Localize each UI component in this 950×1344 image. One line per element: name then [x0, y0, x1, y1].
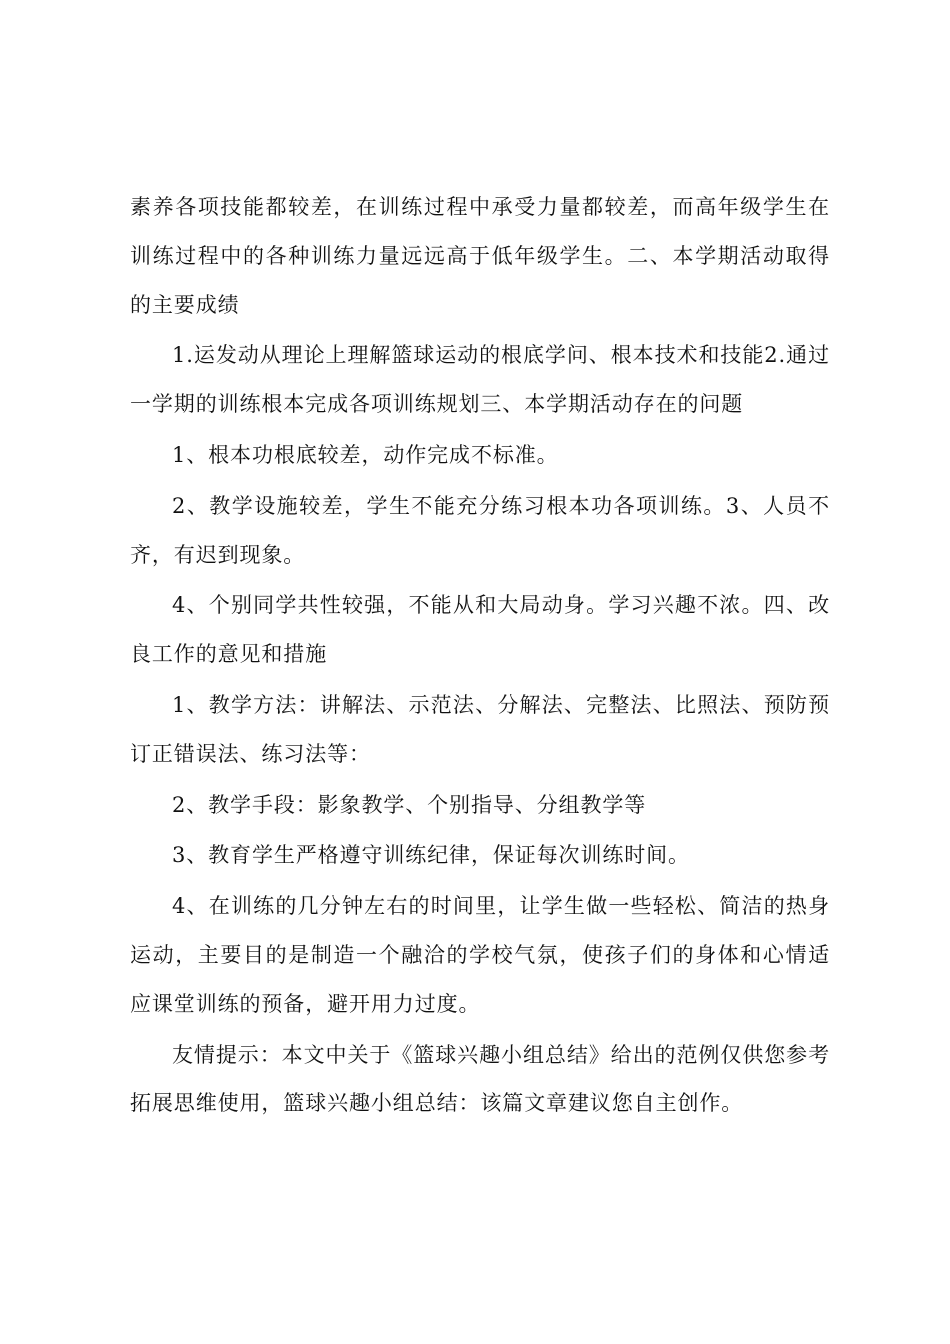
paragraph-warmup: 4、在训练的几分钟左右的时间里，让学生做一些轻松、简洁的热身运动，主要目的是制造一个融洽的学校气氛，使孩子们的身体和心情适应课堂训练的预备，避开用力过度。 [130, 894, 830, 1016]
paragraph-discipline: 3、教育学生严格遵守训练纪律，保证每次训练时间。 [172, 843, 690, 868]
paragraph-teaching-methods: 1、教学方法：讲解法、示范法、分解法、完整法、比照法、预防预订正错误法、练习法等： [130, 692, 830, 766]
paragraph-achievements: 1.运发动从理论上理解篮球运动的根底学问、根本技术和技能2.通过一学期的训练根本完成各项训练规划三、本学期活动存在的问题 [130, 343, 830, 417]
paragraph-friendly-tip: 友情提示：本文中关于《篮球兴趣小组总结》给出的范例仅供您参考拓展思维使用，篮球兴趣小组总结：该篇文章建议您自主创作。 [130, 1042, 830, 1116]
document-body [130, 183, 830, 1130]
paragraph-training-strength: 素养各项技能都较差，在训练过程中承受力量都较差，而高年级学生在训练过程中的各种训练力量远远高于低年级学生。二、本学期活动取得的主要成绩 [130, 195, 830, 317]
paragraph-problem-facilities: 2、教学设施较差，学生不能充分练习根本功各项训练。3、人员不齐，有迟到现象。 [130, 493, 830, 567]
paragraph-teaching-means: 2、教学手段：影象教学、个别指导、分组教学等 [172, 792, 647, 817]
paragraph-problem-individuality: 4、个别同学共性较强，不能从和大局动身。学习兴趣不浓。四、改良工作的意见和措施 [130, 593, 830, 667]
paragraph-problem-basics: 1、根本功根底较差，动作完成不标准。 [172, 442, 559, 467]
